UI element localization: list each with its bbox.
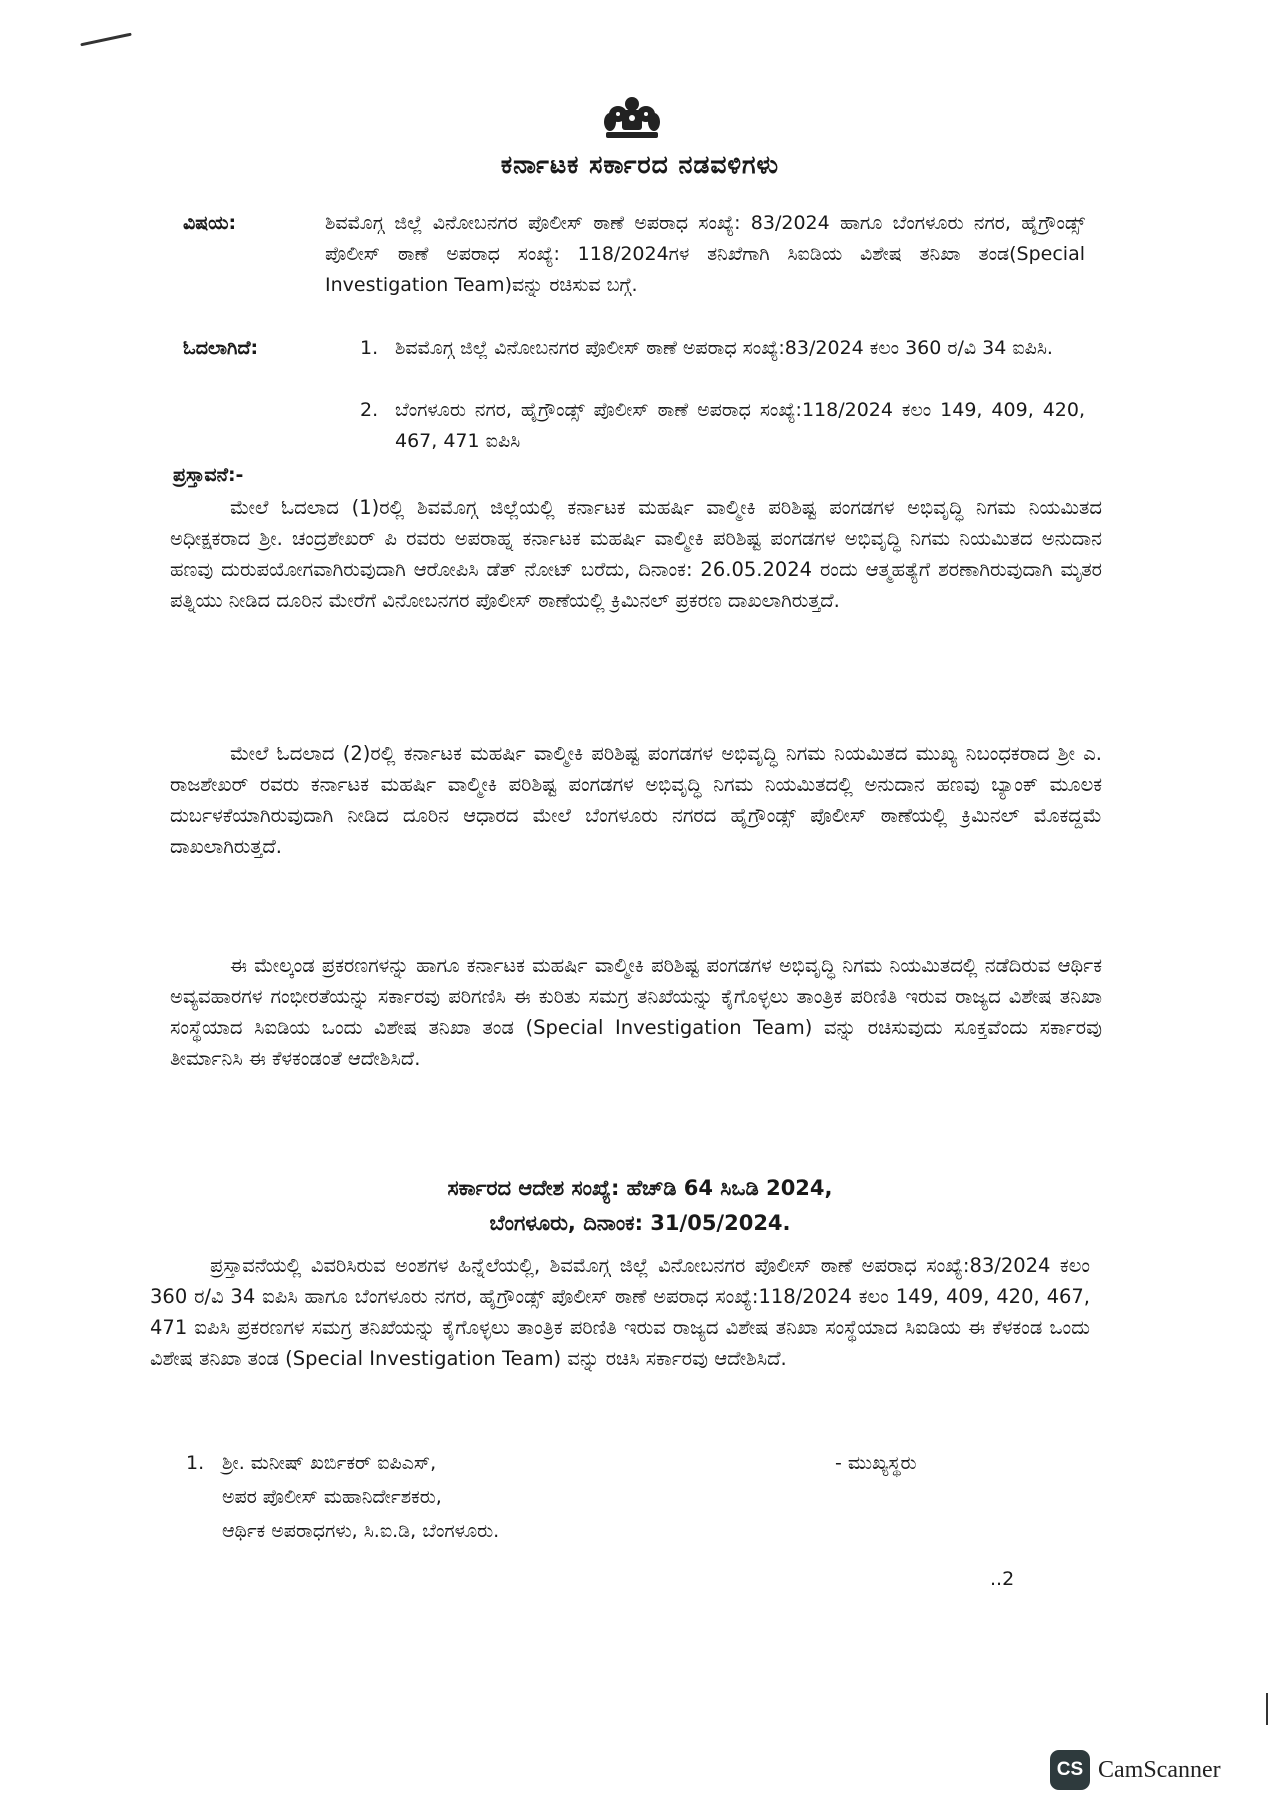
- camscanner-logo-icon: CS: [1050, 1750, 1090, 1790]
- reference-2-text: ಬೆಂಗಳೂರು ನಗರ, ಹೈಗ್ರೌಂಡ್ಸ್ ಪೊಲೀಸ್ ಠಾಣೆ ಅಪರಾಧ ಸಂಖ್ಯೆ:118/2024 ಕಲಂ 149, 409, 420, 467, 471 ಐಪಿಸಿ: [395, 399, 1085, 452]
- member-name: ಶ್ರೀ. ಮನೀಷ್ ಖರ್ಬಿಕರ್ ಐಪಿಎಸ್,: [222, 1452, 437, 1474]
- member-role: - ಮುಖ್ಯಸ್ಥರು: [835, 1452, 917, 1474]
- member-office: ಆರ್ಥಿಕ ಅಪರಾಧಗಳು, ಸಿ.ಐ.ಡಿ, ಬೆಂಗಳೂರು.: [222, 1520, 500, 1542]
- subject-text: ಶಿವಮೊಗ್ಗ ಜಿಲ್ಲೆ ವಿನೋಬನಗರ ಪೊಲೀಸ್ ಠಾಣೆ ಅಪರಾಧ ಸಂಖ್ಯೆ: 83/2024 ಹಾಗೂ ಬೆಂಗಳೂರು ನಗರ, ಹೈಗ್ರೌಂಡ್ಸ್ ಪೊಲೀಸ್ ಠಾಣೆ ಅಪರಾಧ ಸಂಖ್ಯೆ: 118/2024ಗಳ ತನಿಖೆಗಾಗಿ ಸಿಐಡಿಯ ವಿಶೇಷ ತನಿಖಾ ತಂಡ(Special Investigation Team)ವನ್ನು ರಚಿಸುವ ಬಗ್ಗೆ.: [325, 212, 1085, 296]
- subject-label: ವಿಷಯ:: [183, 212, 237, 234]
- camscanner-watermark: [1050, 1750, 1221, 1790]
- pen-mark: [80, 33, 131, 47]
- preamble-label: ಪ್ರಸ್ತಾವನೆ:-: [173, 464, 244, 486]
- member-number: 1.: [186, 1452, 205, 1474]
- reference-2-number: 2.: [360, 399, 379, 421]
- document-title: ಕರ್ನಾಟಕ ಸರ್ಕಾರದ ನಡವಳಿಗಳು: [500, 150, 780, 179]
- preamble-paragraph-2: ಮೇಲೆ ಓದಲಾದ (2)ರಲ್ಲಿ ಕರ್ನಾಟಕ ಮಹರ್ಷಿ ವಾಲ್ಮೀಕಿ ಪರಿಶಿಷ್ಟ ಪಂಗಡಗಳ ಅಭಿವೃದ್ಧಿ ನಿಗಮ ನಿಯಮಿತದ ಮುಖ್ಯ ನಿಬಂಧಕರಾದ ಶ್ರೀ ಎ. ರಾಜಶೇಖರ್ ರವರು ಕರ್ನಾಟಕ ಮಹರ್ಷಿ ವಾಲ್ಮೀಕಿ ಪರಿಶಿಷ್ಟ ಪಂಗಡಗಳ ಅಭಿವೃದ್ಧಿ ನಿಗಮ ನಿಯಮಿತದಲ್ಲಿ ಅನುದಾನ ಹಣವು ಬ್ಯಾಂಕ್ ಮೂಲಕ ದುರ್ಬಳಕೆಯಾಗಿರುವುದಾಗಿ ನೀಡಿದ ದೂರಿನ ಆಧಾರದ ಮೇಲೆ ಬೆಂಗಳೂರು ನಗರದ ಹೈಗ್ರೌಂಡ್ಸ್ ಪೊಲೀಸ್ ಠಾಣೆಯಲ್ಲಿ ಕ್ರಿಮಿನಲ್ ಮೊಕದ್ದಮೆ ದಾಖಲಾಗಿರುತ್ತದೆ.: [170, 742, 1102, 858]
- preamble-paragraph-3: ಈ ಮೇಲ್ಕಂಡ ಪ್ರಕರಣಗಳನ್ನು ಹಾಗೂ ಕರ್ನಾಟಕ ಮಹರ್ಷಿ ವಾಲ್ಮೀಕಿ ಪರಿಶಿಷ್ಟ ಪಂಗಡಗಳ ಅಭಿವೃದ್ಧಿ ನಿಗಮ ನಿಯಮಿತದಲ್ಲಿ ನಡೆದಿರುವ ಆರ್ಥಿಕ ಅವ್ಯವಹಾರಗಳ ಗಂಭೀರತೆಯನ್ನು ಸರ್ಕಾರವು ಪರಿಗಣಿಸಿ ಈ ಕುರಿತು ಸಮಗ್ರ ತನಿಖೆಯನ್ನು ಕೈಗೊಳ್ಳಲು ತಾಂತ್ರಿಕ ಪರಿಣಿತಿ ಇರುವ ರಾಜ್ಯದ ವಿಶೇಷ ತನಿಖಾ ಸಂಸ್ಥೆಯಾದ ಸಿಐಡಿಯ ಒಂದು ವಿಶೇಷ ತನಿಖಾ ತಂಡ (Special Investigation Team) ವನ್ನು ರಚಿಸುವುದು ಸೂಕ್ತವೆಂದು ಸರ್ಕಾರವು ತೀರ್ಮಾನಿಸಿ ಈ ಕೆಳಕಂಡಂತೆ ಆದೇಶಿಸಿದೆ.: [170, 954, 1102, 1070]
- order-date: ಬೆಂಗಳೂರು, ದಿನಾಂಕ: 31/05/2024.: [489, 1211, 791, 1235]
- camscanner-name: CamScanner: [1098, 1756, 1221, 1783]
- references-label: ಓದಲಾಗಿದೆ:: [183, 337, 259, 359]
- order-body: ಪ್ರಸ್ತಾವನೆಯಲ್ಲಿ ವಿವರಿಸಿರುವ ಅಂಶಗಳ ಹಿನ್ನೆಲೆಯಲ್ಲಿ, ಶಿವಮೊಗ್ಗ ಜಿಲ್ಲೆ ವಿನೋಬನಗರ ಪೊಲೀಸ್ ಠಾಣೆ ಅಪರಾಧ ಸಂಖ್ಯೆ:83/2024 ಕಲಂ 360 ರ/ವಿ 34 ಐಪಿಸಿ ಹಾಗೂ ಬೆಂಗಳೂರು ನಗರ, ಹೈಗ್ರೌಂಡ್ಸ್ ಪೊಲೀಸ್ ಠಾಣೆ ಅಪರಾಧ ಸಂಖ್ಯೆ:118/2024 ಕಲಂ 149, 409, 420, 467, 471 ಐಪಿಸಿ ಪ್ರಕರಣಗಳ ಸಮಗ್ರ ತನಿಖೆಯನ್ನು ಕೈಗೊಳ್ಳಲು ತಾಂತ್ರಿಕ ಪರಿಣಿತಿ ಇರುವ ರಾಜ್ಯದ ವಿಶೇಷ ತನಿಖಾ ಸಂಸ್ಥೆಯಾದ ಸಿಐಡಿಯ ಈ ಕೆಳಕಂಡ ಒಂದು ವಿಶೇಷ ತನಿಖಾ ತಂಡ (Special Investigation Team) ವನ್ನು ರಚಿಸಿ ಸರ್ಕಾರವು ಆದೇಶಿಸಿದೆ.: [150, 1254, 1090, 1370]
- reference-1-text: ಶಿವಮೊಗ್ಗ ಜಿಲ್ಲೆ ವಿನೋಬನಗರ ಪೊಲೀಸ್ ಠಾಣೆ ಅಪರಾಧ ಸಂಖ್ಯೆ:83/2024 ಕಲಂ 360 ರ/ವಿ 34 ಐಪಿಸಿ.: [395, 337, 1053, 359]
- reference-1-number: 1.: [360, 337, 379, 359]
- page-continue-marker: ..2: [990, 1568, 1015, 1590]
- member-designation: ಅಪರ ಪೊಲೀಸ್ ಮಹಾನಿರ್ದೇಶಕರು,: [222, 1486, 442, 1508]
- scan-edge-mark: [1266, 1693, 1268, 1725]
- order-number: ಸರ್ಕಾರದ ಆದೇಶ ಸಂಖ್ಯೆ: ಹೆಚ್‌ಡಿ 64 ಸಿಒಡಿ 2024,: [447, 1176, 833, 1200]
- karnataka-emblem-icon: [598, 92, 666, 142]
- preamble-paragraph-1: ಮೇಲೆ ಓದಲಾದ (1)ರಲ್ಲಿ ಶಿವಮೊಗ್ಗ ಜಿಲ್ಲೆಯಲ್ಲಿ ಕರ್ನಾಟಕ ಮಹರ್ಷಿ ವಾಲ್ಮೀಕಿ ಪರಿಶಿಷ್ಟ ಪಂಗಡಗಳ ಅಭಿವೃದ್ಧಿ ನಿಗಮ ನಿಯಮಿತದ ಅಧೀಕ್ಷಕರಾದ ಶ್ರೀ. ಚಂದ್ರಶೇಖರ್ ಪಿ ರವರು ಅಪರಾಹ್ನ ಕರ್ನಾಟಕ ಮಹರ್ಷಿ ವಾಲ್ಮೀಕಿ ಪರಿಶಿಷ್ಟ ಪಂಗಡಗಳ ಅಭಿವೃದ್ಧಿ ನಿಗಮ ನಿಯಮಿತದ ಅನುದಾನ ಹಣವು ದುರುಪಯೋಗವಾಗಿರುವುದಾಗಿ ಆರೋಪಿಸಿ ಡೆತ್ ನೋಟ್ ಬರೆದು, ದಿನಾಂಕ: 26.05.2024 ರಂದು ಆತ್ಮಹತ್ಯೆಗೆ ಶರಣಾಗಿರುವುದಾಗಿ ಮೃತರ ಪತ್ನಿಯು ನೀಡಿದ ದೂರಿನ ಮೇರೆಗೆ ವಿನೋಬನಗರ ಪೊಲೀಸ್ ಠಾಣೆಯಲ್ಲಿ ಕ್ರಿಮಿನಲ್ ಪ್ರಕರಣ ದಾಖಲಾಗಿರುತ್ತದೆ.: [170, 496, 1102, 612]
